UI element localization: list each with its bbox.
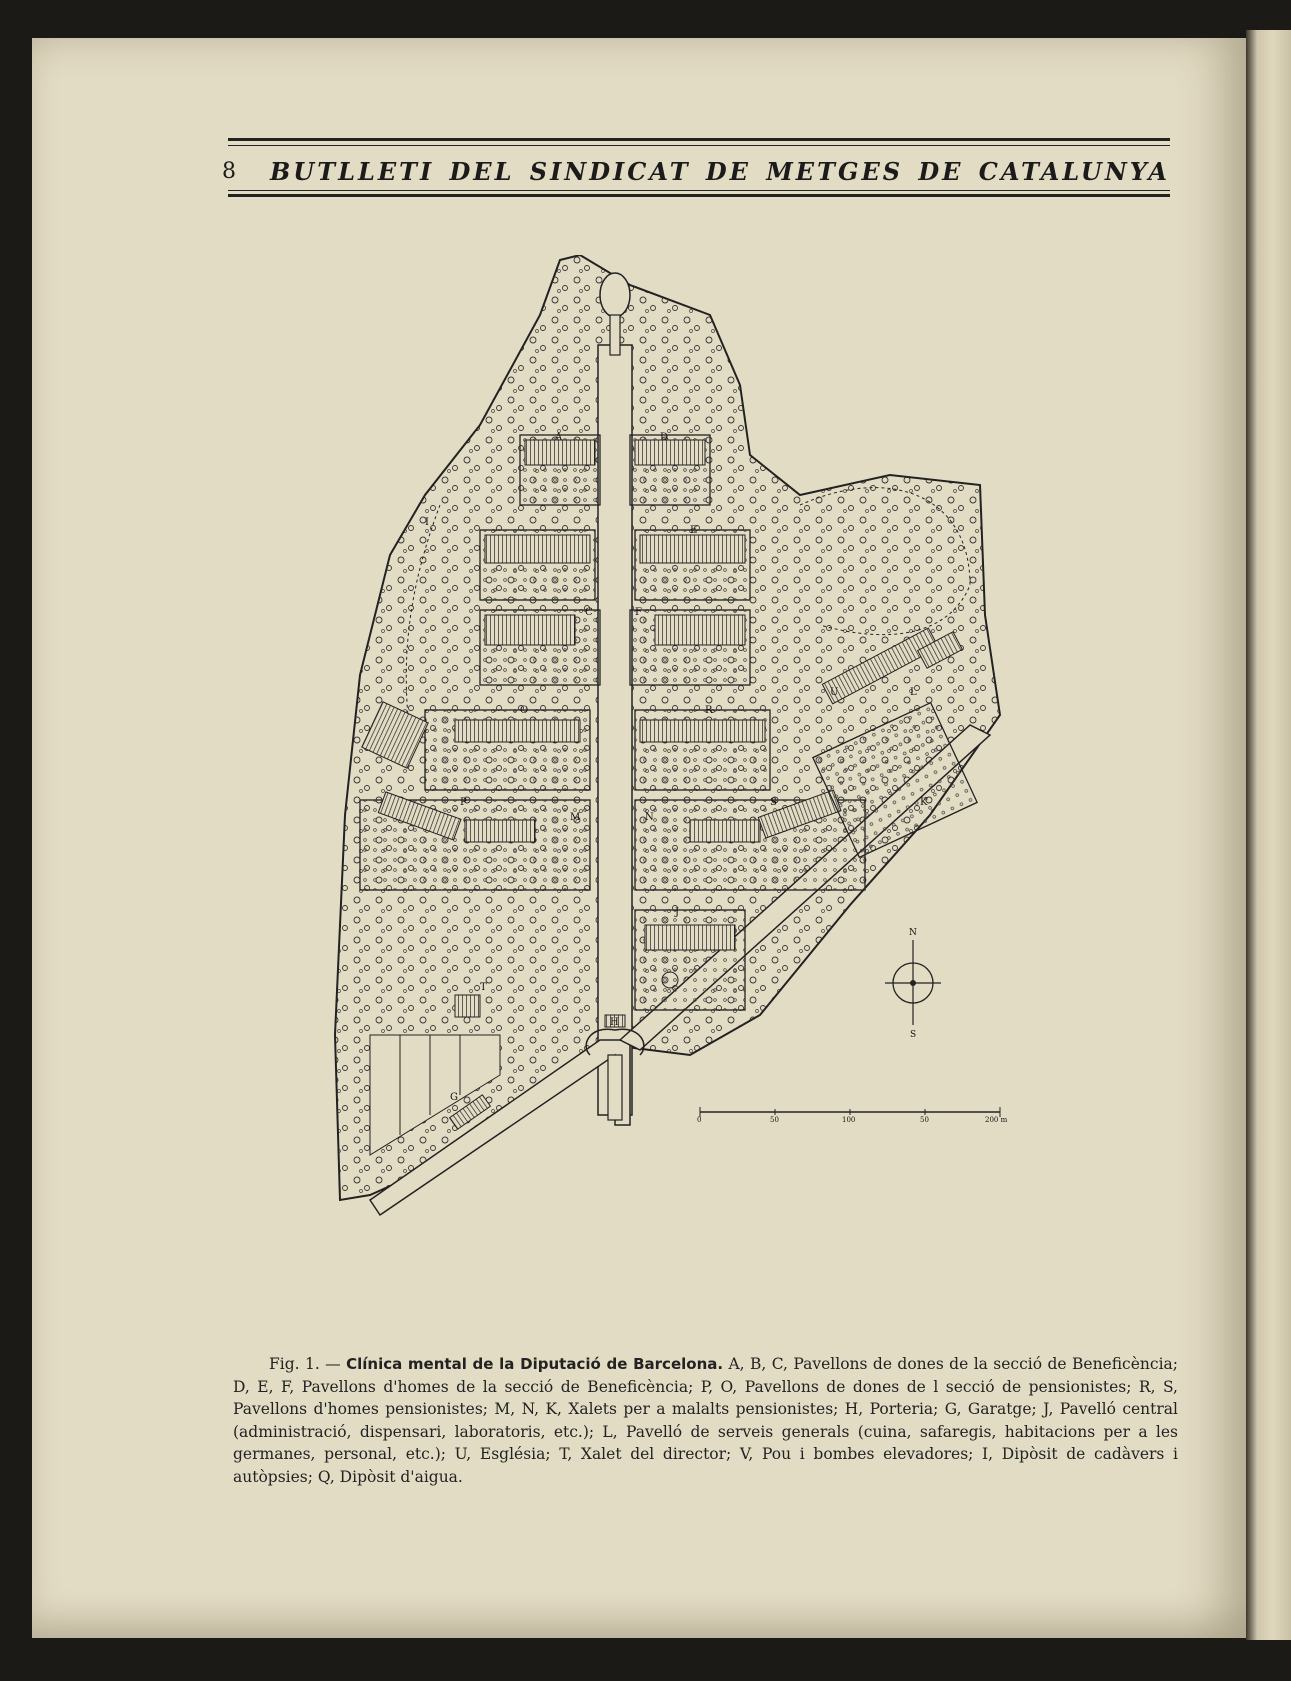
label-c: C [585,607,593,618]
label-j: J [675,907,680,918]
page-number: 8 [222,158,236,184]
label-i: I [425,517,429,528]
scale-tick: 50 [920,1116,929,1124]
label-a: A [555,432,563,443]
label-m: M [570,812,581,823]
compass-rose [885,928,941,1040]
scale-tick: 100 [842,1116,856,1124]
label-g: G [450,1092,458,1103]
caption-title: Clínica mental de la Diputació de Barcelona. [346,1355,724,1373]
header-rule-top-thin [228,145,1170,146]
label-s: S [770,797,777,808]
journal-title [270,157,1170,186]
journal-word: CATALUNYA [978,156,1170,186]
label-f: F [635,607,642,618]
site-plan-figure [330,255,1100,1295]
central-avenue [598,345,632,1115]
compass-south: S [910,1030,917,1040]
caption-body: A, B, C, Pavellons de dones de la secció de Beneficència; D, E, F, Pavellons d'homes de la secció de Beneficència; P, O, Pavellons de dones de l secció de pensionistes; R, S, Pavellons d'homes pensionistes; M, N, K, Xalets per a malalts pensionistes; H, Porteria; G, Garatge; J, Pavelló central (administració, dispensari, laboratoris, etc.); L, Pavelló de serveis generals (cuina, safaregis, habitacions per a les germanes, personal, etc.); U, Església; T, Xalet del director; V, Pou i bombes elevadores; I, Dipòsit de cadàvers i autòpsies; Q, Dipòsit d'aigua. [233,1355,1178,1486]
header-rule-bottom-thick [228,194,1170,197]
figure-caption [233,1353,1178,1488]
journal-word: DEL [449,156,515,186]
label-t: T [480,982,487,993]
header-rule-top-thick [228,138,1170,141]
scale-tick: 50 [770,1116,779,1124]
upper-rotunda [600,273,630,317]
running-header [222,156,1170,186]
journal-word: BUTLLETI [270,156,435,186]
label-u: U [830,687,839,698]
adjacent-page-edge [1246,30,1291,1640]
journal-word: DE [918,156,964,186]
director-chalet [455,995,480,1017]
label-k: K [920,797,928,808]
caption-fig-label: Fig. 1. — [269,1355,347,1373]
label-h: H [610,1017,619,1028]
label-p: P [460,797,467,808]
central-pavilion [635,910,745,1010]
journal-word: METGES [766,156,904,186]
label-d: D [660,432,669,443]
compass-north: N [909,928,917,938]
journal-word: SINDICAT [529,156,691,186]
label-e: E [690,525,698,536]
journal-word: DE [705,156,751,186]
label-r: R [705,705,713,716]
scale-tick: 0 [697,1116,702,1124]
label-o: O [520,705,529,716]
scale-bar [697,1107,1008,1124]
label-n: N [645,812,654,823]
header-rule-bottom-thin [228,190,1170,191]
scale-tick: 200 m [985,1116,1008,1124]
label-l: L [910,687,917,698]
